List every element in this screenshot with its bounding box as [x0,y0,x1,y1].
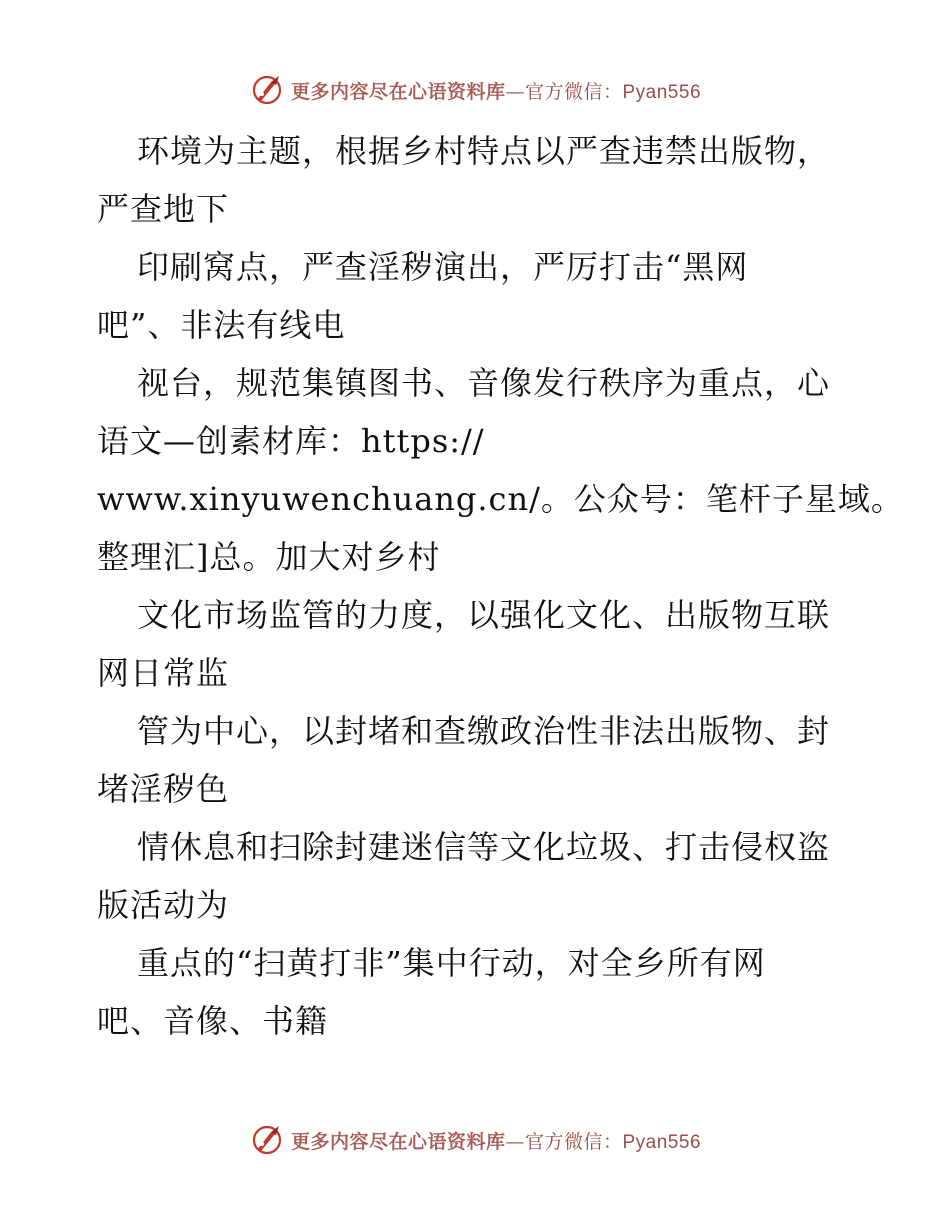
document-body [97,122,904,1050]
body-line: 环境为主题，根据乡村特点以严查违禁出版物， [137,132,831,170]
quill-pen-circle-icon [249,72,285,108]
header-contact-label: 官方微信： [524,80,623,103]
footer-brand-text [291,1127,701,1154]
footer-brand: 更多内容尽在心语资料库 [290,1130,506,1153]
body-line: 吧、音像、书籍 [97,1002,329,1040]
body-line: 整理汇]总。加大对乡村 [97,538,441,576]
footer-dash: — [505,1130,525,1153]
body-line: 版活动为 [97,886,230,924]
body-line: 情休息和扫除封建迷信等文化垃圾、打击侵权盗 [137,828,831,866]
body-line: 严查地下 [97,190,230,228]
body-line: 堵淫秽色 [97,770,230,808]
body-line: 重点的“扫黄打非”集中行动，对全乡所有网 [137,944,766,982]
body-line: 管为中心，以封堵和查缴政治性非法出版物、封 [137,712,831,750]
body-line: 印刷窝点，严查淫秽演出，严厉打击“黑网 [137,248,749,286]
body-line: 吧”、非法有线电 [97,306,346,344]
body-line: 文化市场监管的力度，以强化文化、出版物互联 [137,596,831,634]
header-dash: — [505,80,525,103]
header-contact-id: Pyan556 [622,81,702,103]
body-line: www.xinyuwenchuang.cn/。公众号：笔杆子星域。 [97,480,904,518]
header-banner [0,70,950,110]
header-brand-text [291,77,701,104]
footer-contact-label: 官方微信： [524,1130,623,1153]
body-line: 网日常监 [97,654,230,692]
body-line: 视台，规范集镇图书、音像发行秩序为重点，心 [137,364,831,402]
footer-banner [0,1120,950,1160]
header-brand: 更多内容尽在心语资料库 [290,80,506,103]
body-line: 语文—创素材库：https:// [97,422,485,460]
footer-contact-id: Pyan556 [622,1131,702,1153]
quill-pen-circle-icon [249,1122,285,1158]
